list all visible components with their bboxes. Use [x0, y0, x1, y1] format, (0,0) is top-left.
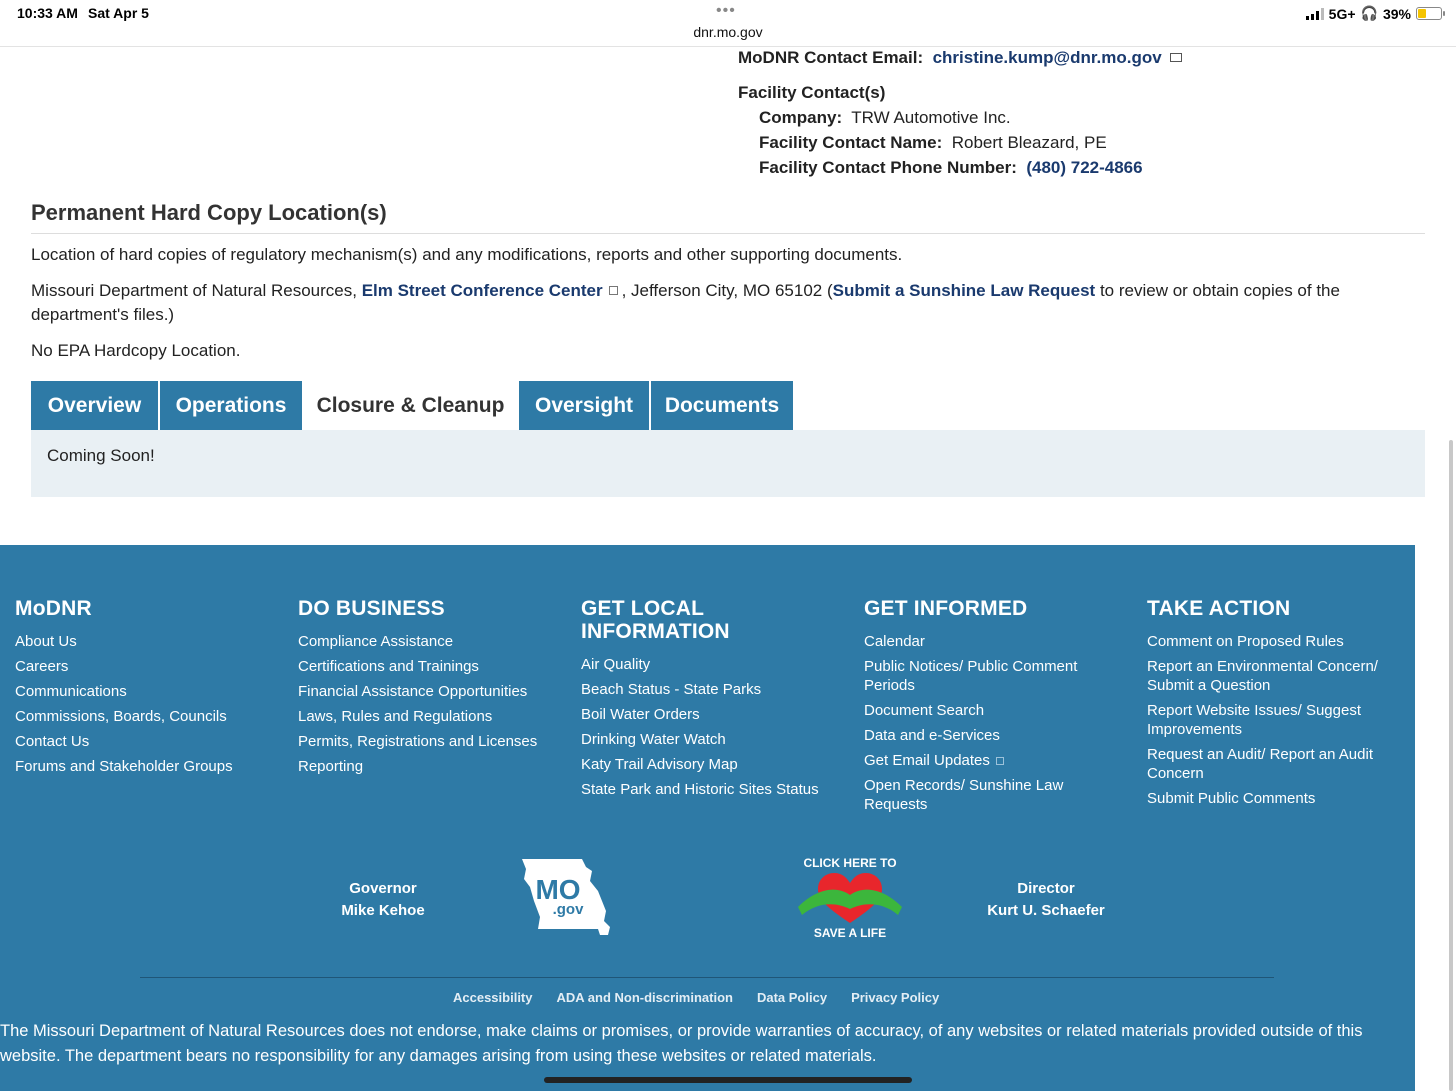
footer-link[interactable]: State Park and Historic Sites Status	[581, 781, 819, 798]
mo-logo-sub: .gov	[552, 901, 584, 918]
location-text-prefix: Missouri Department of Natural Resources,	[31, 281, 362, 300]
footer-link[interactable]: Beach Status - State Parks	[581, 681, 762, 698]
save-a-life-logo[interactable]	[796, 855, 904, 939]
status-indicators	[1306, 5, 1442, 22]
footer-column-modnr	[15, 597, 275, 782]
facility-contact-name-value: Robert Bleazard, PE	[951, 133, 1107, 152]
footer-link[interactable]: Data and e-Services	[864, 727, 1000, 744]
privacy-policy-link[interactable]: Privacy Policy	[851, 990, 940, 1005]
footer-link[interactable]: Calendar	[864, 633, 925, 650]
footer-link[interactable]: About Us	[15, 633, 77, 650]
footer-link[interactable]: Contact Us	[15, 733, 90, 750]
footer-divider	[140, 977, 1274, 978]
status-time: 10:33 AM	[17, 5, 78, 21]
location-text-suffix: to review or obtain copies of the department's files.)	[31, 281, 1340, 324]
contact-email-label: MoDNR Contact Email:	[738, 48, 924, 67]
elm-street-link[interactable]: Elm Street Conference Center	[361, 281, 603, 300]
epa-hardcopy-text: No EPA Hardcopy Location.	[31, 341, 241, 360]
footer-heading: DO BUSINESS	[298, 597, 445, 620]
save-logo-top-text: CLICK HERE TO	[803, 856, 897, 870]
footer-column-local-info	[581, 597, 819, 805]
footer-link[interactable]: Open Records/ Sunshine Law Requests	[864, 777, 1064, 813]
governor-title: Governor	[349, 880, 417, 897]
facility-contacts-heading: Facility Contact(s)	[738, 83, 886, 102]
location-text-mid: , Jefferson City, MO 65102 (	[621, 281, 833, 300]
home-indicator[interactable]	[544, 1077, 912, 1083]
footer-link[interactable]: Request an Audit/ Report an Audit Concern	[1147, 746, 1373, 782]
battery-icon	[1416, 7, 1442, 20]
hard-copy-intro: Location of hard copies of regulatory mechanism(s) and any modifications, reports and other supporting documents.	[31, 245, 903, 264]
footer-link[interactable]: Reporting	[298, 758, 364, 775]
governor-block	[333, 878, 433, 922]
footer-heading: TAKE ACTION	[1147, 597, 1291, 620]
facility-contact-name-label: Facility Contact Name:	[759, 133, 943, 152]
save-logo-bottom-text: SAVE A LIFE	[813, 926, 887, 939]
footer-column-take-action	[1147, 597, 1387, 814]
footer-link-label[interactable]: Get Email Updates	[864, 752, 990, 769]
footer-link[interactable]: Forums and Stakeholder Groups	[15, 758, 233, 775]
external-link-icon	[996, 757, 1004, 765]
governor-name: Mike Kehoe	[341, 902, 425, 919]
company-label: Company:	[759, 108, 843, 127]
more-dots-icon[interactable]: •••	[716, 2, 736, 19]
tab-overview[interactable]: Overview	[31, 381, 158, 431]
scrollbar[interactable]	[1449, 440, 1453, 1091]
tab-panel-text: Coming Soon!	[47, 446, 155, 465]
footer-link[interactable]: Boil Water Orders	[581, 706, 700, 723]
footer-link[interactable]: Report an Environmental Concern/ Submit a Question	[1147, 658, 1378, 694]
footer-link[interactable]: Certifications and Trainings	[298, 658, 479, 675]
data-policy-link[interactable]: Data Policy	[756, 990, 828, 1005]
footer-link[interactable]: Document Search	[864, 702, 985, 719]
facility-contact-phone-link[interactable]: (480) 722-4866	[1026, 158, 1143, 177]
footer-link[interactable]: Public Notices/ Public Comment Periods	[864, 658, 1078, 694]
footer-link[interactable]: Communications	[15, 683, 127, 700]
footer-link[interactable]: Comment on Proposed Rules	[1147, 633, 1344, 650]
footer-link[interactable]: Careers	[15, 658, 69, 675]
tab-panel	[31, 430, 1425, 497]
status-bar	[0, 0, 1456, 47]
footer-disclaimer: The Missouri Department of Natural Resources does not endorse, make claims or promises, or provide warranties of accuracy, of any websites or related materials provided outside of this website. The department bears no responsibility for any damages arising from using these websites or related materials.	[0, 1022, 1363, 1065]
footer-link[interactable]: Drinking Water Watch	[581, 731, 726, 748]
ada-link[interactable]: ADA and Non-discrimination	[556, 990, 733, 1005]
director-title: Director	[1017, 880, 1075, 897]
external-link-icon	[609, 286, 618, 295]
footer-heading: MoDNR	[15, 597, 92, 620]
footer-heading: GET LOCAL INFORMATION	[581, 597, 730, 643]
tab-operations[interactable]: Operations	[160, 381, 302, 431]
director-block	[976, 878, 1116, 922]
status-date: Sat Apr 5	[88, 5, 149, 21]
sunshine-law-link[interactable]: Submit a Sunshine Law Request	[832, 281, 1096, 300]
tab-bar	[31, 381, 795, 431]
footer-link[interactable]: Report Website Issues/ Suggest Improvements	[1147, 702, 1361, 738]
hard-copy-heading: Permanent Hard Copy Location(s)	[31, 200, 387, 225]
footer-link[interactable]: Financial Assistance Opportunities	[298, 683, 528, 700]
footer-column-get-informed	[864, 597, 1094, 820]
footer-link[interactable]: Air Quality	[581, 656, 651, 673]
director-name: Kurt U. Schaefer	[987, 902, 1105, 919]
company-value: TRW Automotive Inc.	[851, 108, 1011, 127]
tab-oversight[interactable]: Oversight	[519, 381, 649, 431]
network-label: 5G+	[1328, 5, 1356, 22]
footer-link[interactable]: Commissions, Boards, Councils	[15, 708, 227, 725]
mo-gov-logo[interactable]	[520, 857, 612, 937]
facility-contact-phone-label: Facility Contact Phone Number:	[759, 158, 1017, 177]
footer-column-do-business	[298, 597, 558, 782]
tab-documents[interactable]: Documents	[651, 381, 793, 431]
tab-closure-cleanup[interactable]: Closure & Cleanup	[304, 381, 517, 431]
section-divider	[31, 233, 1425, 234]
contact-email-link[interactable]: christine.kump@dnr.mo.gov	[932, 48, 1162, 67]
address-bar-url[interactable]: dnr.mo.gov	[693, 24, 763, 40]
footer-bottom-links	[453, 990, 939, 1005]
footer-link[interactable]: Submit Public Comments	[1147, 790, 1316, 807]
footer-link[interactable]: Katy Trail Advisory Map	[581, 756, 738, 773]
signal-icon	[1306, 8, 1324, 20]
hard-copy-location	[31, 279, 1371, 327]
footer-link[interactable]: Permits, Registrations and Licenses	[298, 733, 538, 750]
headphones-icon: 🎧	[1360, 5, 1378, 21]
battery-label: 39%	[1382, 5, 1411, 22]
mail-icon	[1170, 53, 1182, 62]
site-footer	[0, 545, 1415, 1091]
footer-link[interactable]	[864, 751, 1094, 770]
mo-logo-text: MO	[535, 874, 581, 905]
footer-heading: GET INFORMED	[864, 597, 1028, 620]
footer-link[interactable]: Compliance Assistance	[298, 633, 454, 650]
footer-link[interactable]: Laws, Rules and Regulations	[298, 708, 493, 725]
accessibility-link[interactable]: Accessibility	[453, 990, 533, 1005]
